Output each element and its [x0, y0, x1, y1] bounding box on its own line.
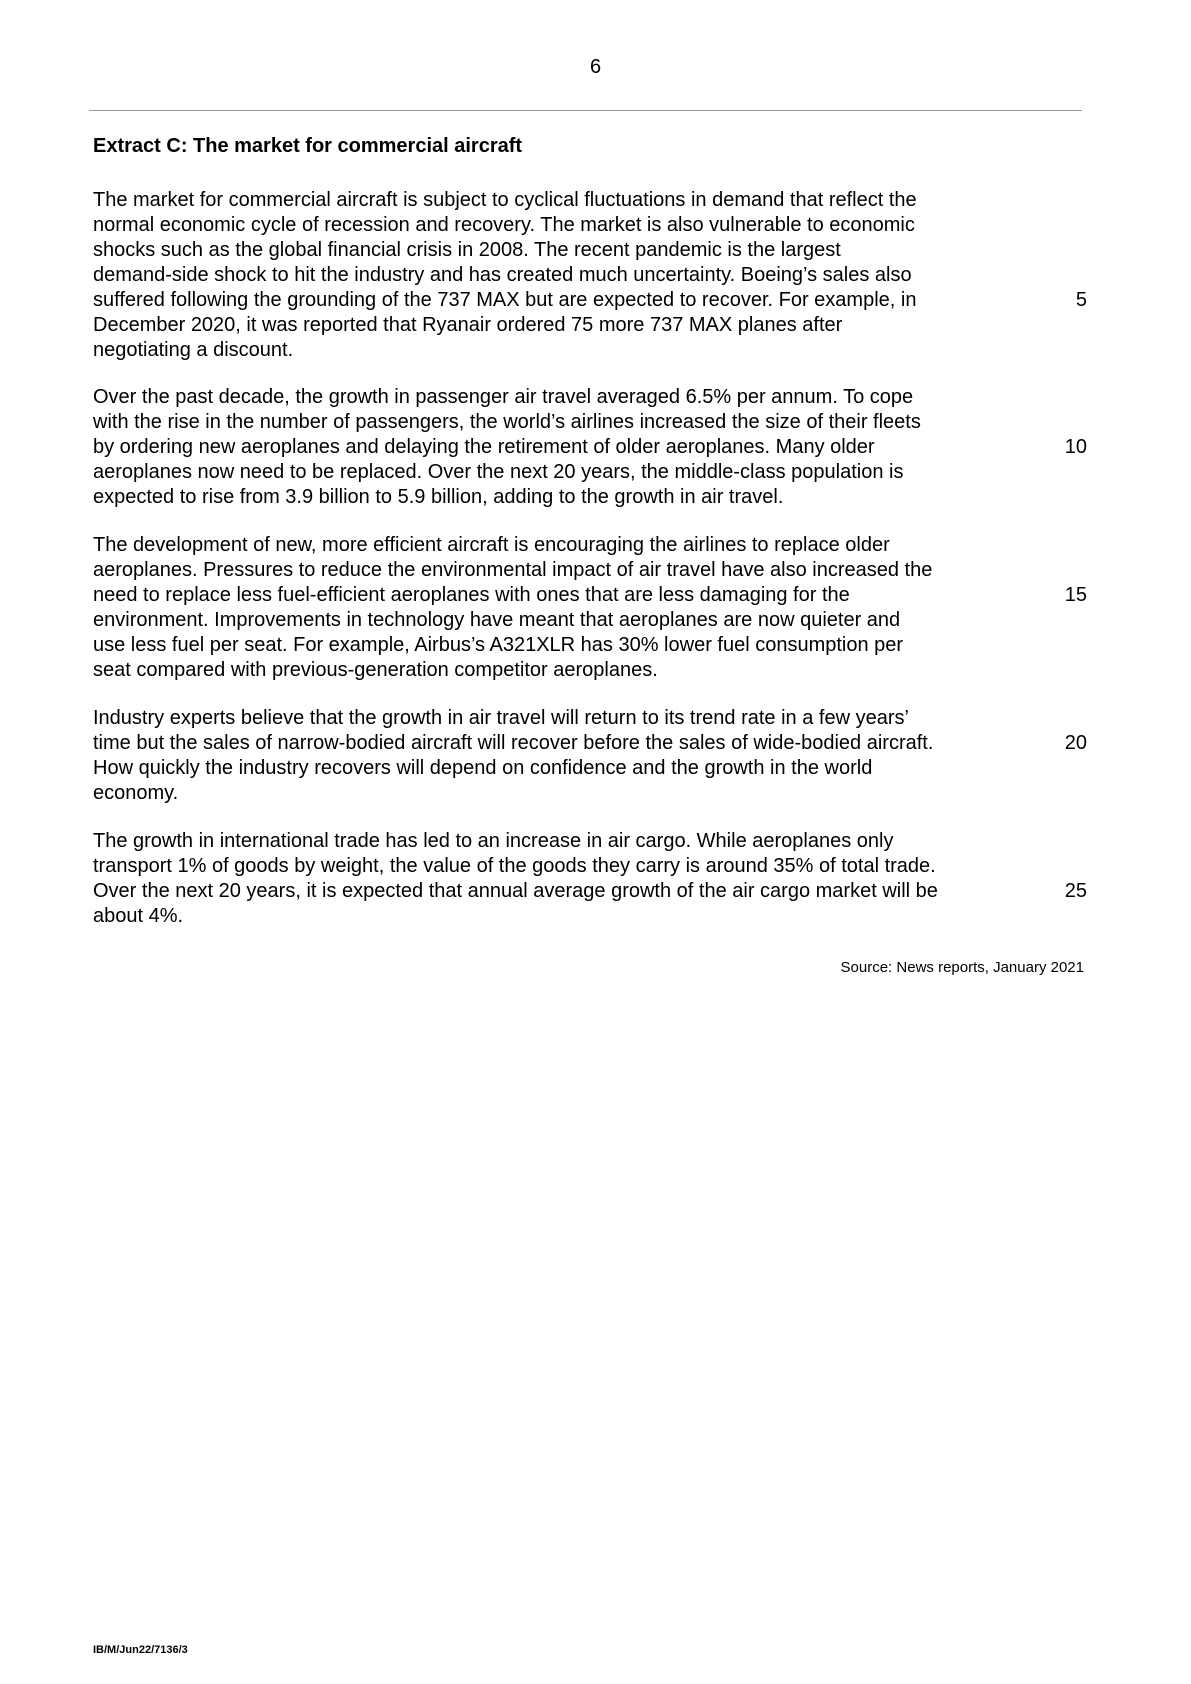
line-number: 5: [1075, 289, 1087, 311]
text-line: aeroplanes. Pressures to reduce the environmental impact of air travel have also increased the: [93, 559, 933, 581]
text-line: economy.: [93, 782, 179, 804]
extract-title: Extract C: The market for commercial aircraft: [93, 135, 523, 157]
text-line: seat compared with previous-generation competitor aeroplanes.: [93, 659, 658, 681]
text-line: Industry experts believe that the growth in air travel will return to its trend rate in a few years’: [93, 707, 909, 729]
text-line: expected to rise from 3.9 billion to 5.9 billion, adding to the growth in air travel.: [93, 486, 784, 508]
text-line: environment. Improvements in technology have meant that aeroplanes are now quieter and: [93, 609, 901, 631]
page-number: 6: [589, 56, 602, 78]
text-line: by ordering new aeroplanes and delaying the retirement of older aeroplanes. Many older: [93, 436, 875, 458]
text-line: transport 1% of goods by weight, the value of the goods they carry is around 35% of total trade.: [93, 855, 936, 877]
text-line: time but the sales of narrow-bodied aircraft will recover before the sales of wide-bodied aircraft.: [93, 732, 934, 754]
footer-code: IB/M/Jun22/7136/3: [93, 1644, 188, 1656]
text-line: December 2020, it was reported that Ryanair ordered 75 more 737 MAX planes after: [93, 314, 843, 336]
line-number: 10: [1064, 436, 1087, 458]
text-line: demand-side shock to hit the industry and has created much uncertainty. Boeing’s sales also: [93, 264, 912, 286]
line-number: 15: [1064, 584, 1087, 606]
text-line: The development of new, more efficient aircraft is encouraging the airlines to replace older: [93, 534, 890, 556]
text-line: shocks such as the global financial crisis in 2008. The recent pandemic is the largest: [93, 239, 841, 261]
text-line: How quickly the industry recovers will depend on confidence and the growth in the world: [93, 757, 873, 779]
text-line: The market for commercial aircraft is subject to cyclical fluctuations in demand that reflect the: [93, 189, 917, 211]
source-citation: Source: News reports, January 2021: [840, 959, 1084, 976]
text-line: Over the next 20 years, it is expected that annual average growth of the air cargo market will be: [93, 880, 938, 902]
text-line: about 4%.: [93, 905, 184, 927]
text-line: The growth in international trade has led to an increase in air cargo. While aeroplanes only: [93, 830, 894, 852]
text-line: Over the past decade, the growth in passenger air travel averaged 6.5% per annum. To cope: [93, 386, 914, 408]
text-line: use less fuel per seat. For example, Airbus’s A321XLR has 30% lower fuel consumption per: [93, 634, 904, 656]
text-line: negotiating a discount.: [93, 339, 294, 361]
line-number: 25: [1064, 880, 1087, 902]
text-line: suffered following the grounding of the 737 MAX but are expected to recover. For example, in: [93, 289, 917, 311]
text-line: need to replace less fuel-efficient aeroplanes with ones that are less damaging for the: [93, 584, 850, 606]
header-divider: [89, 110, 1082, 111]
text-line: aeroplanes now need to be replaced. Over the next 20 years, the middle-class population is: [93, 461, 904, 483]
line-number: 20: [1064, 732, 1087, 754]
text-line: normal economic cycle of recession and recovery. The market is also vulnerable to economic: [93, 214, 915, 236]
text-line: with the rise in the number of passengers, the world’s airlines increased the size of their fleets: [93, 411, 921, 433]
